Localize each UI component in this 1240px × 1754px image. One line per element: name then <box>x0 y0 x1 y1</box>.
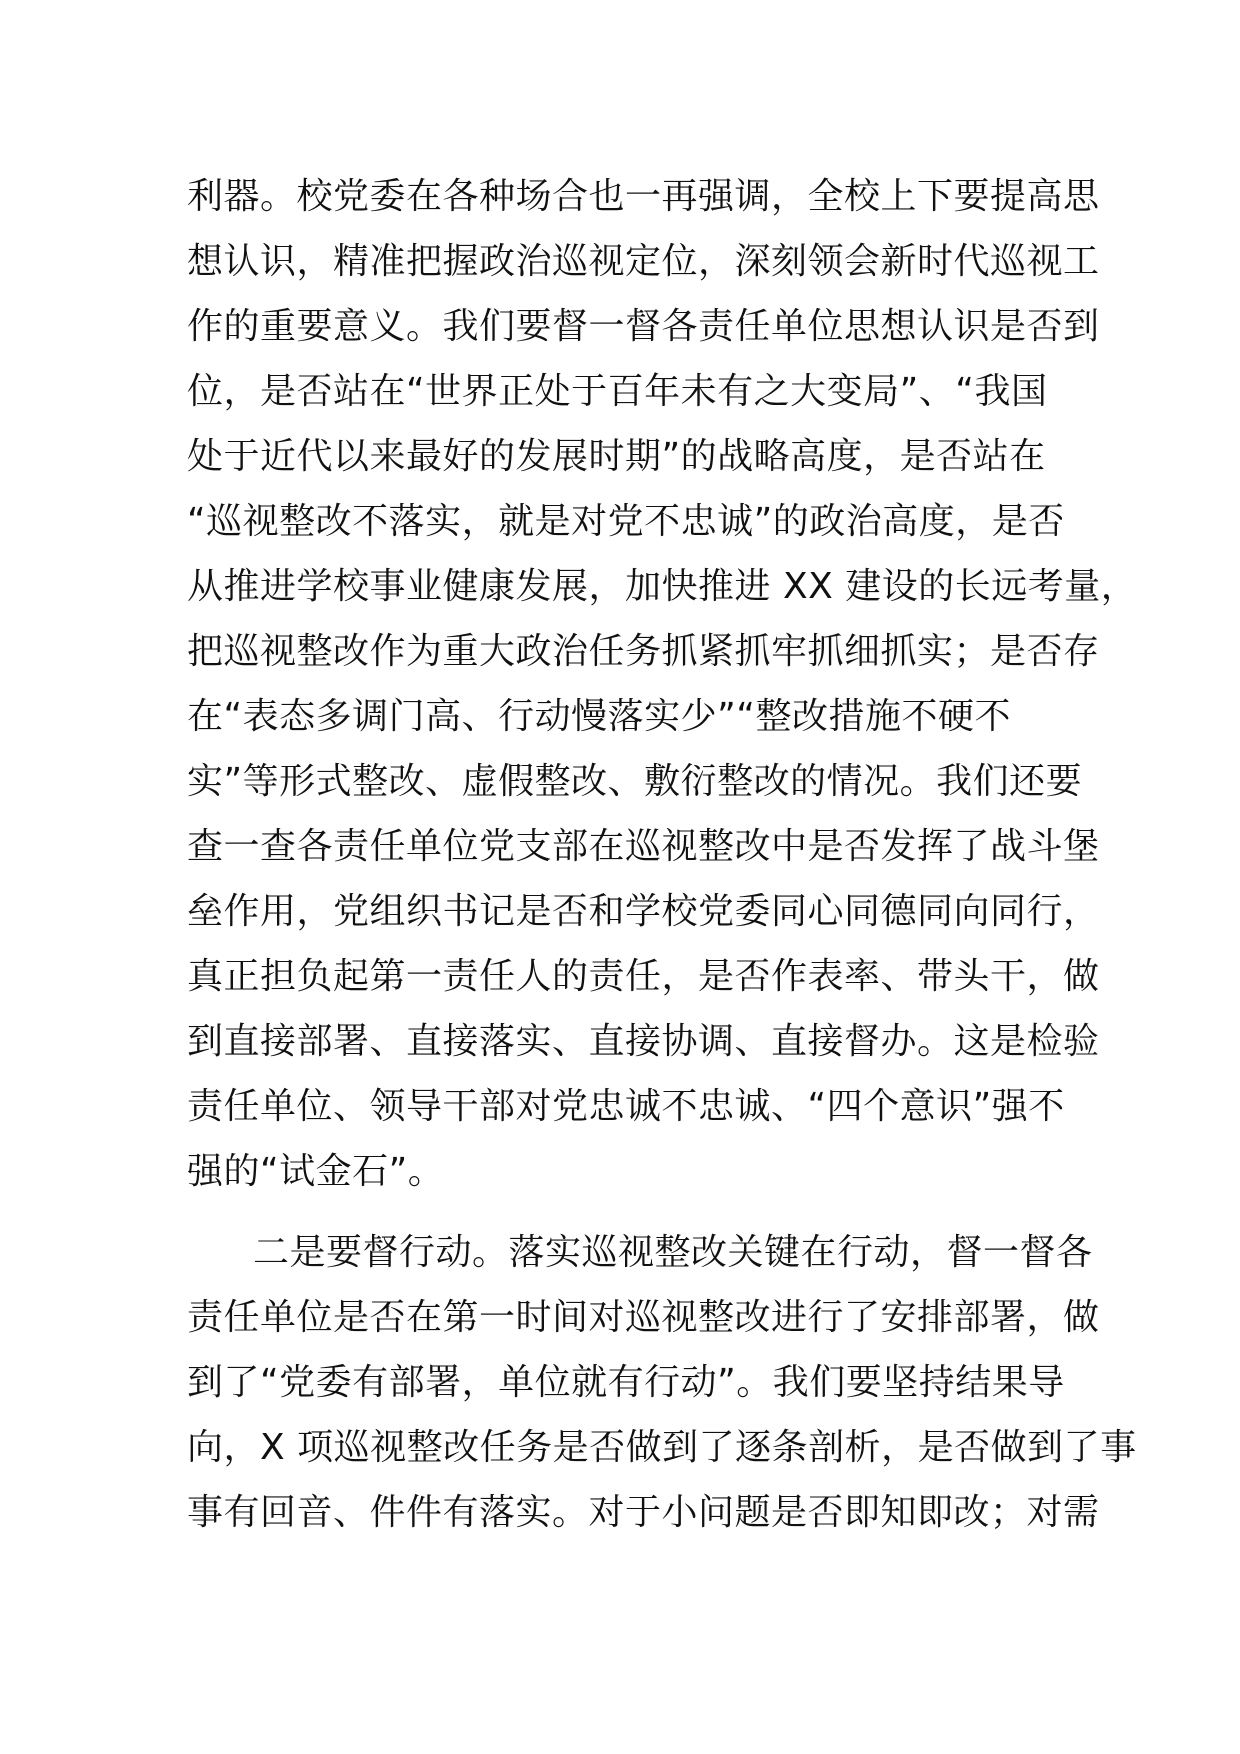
text-line: 二是要督行动。落实巡视整改关键在行动，督一督各 <box>253 1232 1093 1273</box>
text-line: “巡视整改不落实，就是对党不忠诚”的政治高度，是否 <box>187 501 1065 542</box>
text-line: 利器。校党委在各种场合也一再强调，全校上下要提高思 <box>187 176 1100 217</box>
text-line: 责任单位是否在第一时间对巡视整改进行了安排部署，做 <box>187 1297 1100 1338</box>
text-line: 到了“党委有部署，单位就有行动”。我们要坚持结果导 <box>187 1362 1065 1403</box>
text-line: 实”等形式整改、虚假整改、敷衍整改的情况。我们还要 <box>187 761 1083 802</box>
text-line: 在“表态多调门高、行动慢落实少”“整改措施不硬不 <box>187 696 1011 737</box>
text-line: 垒作用，党组织书记是否和学校党委同心同德同向同行， <box>187 891 1100 932</box>
text-line: 强的“试金石”。 <box>187 1151 445 1192</box>
paragraph-2 <box>187 1220 1137 1545</box>
text-line: 真正担负起第一责任人的责任，是否作表率、带头干，做 <box>187 956 1100 997</box>
text-line: 责任单位、领导干部对党忠诚不忠诚、“四个意识”强不 <box>187 1086 1065 1127</box>
text-line: 作的重要意义。我们要督一督各责任单位思想认识是否到 <box>187 306 1100 347</box>
text-line: 把巡视整改作为重大政治任务抓紧抓牢抓细抓实；是否存 <box>187 631 1100 672</box>
text-line: 位，是否站在“世界正处于百年未有之大变局”、“我国 <box>187 371 1048 412</box>
text-line: 到直接部署、直接落实、直接协调、直接督办。这是检验 <box>187 1021 1100 1062</box>
text-line: 处于近代以来最好的发展时期”的战略高度，是否站在 <box>187 436 1046 477</box>
text-line: 事有回音、件件有落实。对于小问题是否即知即改；对需 <box>187 1492 1100 1533</box>
text-line: 想认识，精准把握政治巡视定位，深刻领会新时代巡视工 <box>187 241 1100 282</box>
paragraph-1 <box>187 164 1138 1204</box>
text-line: 向，X 项巡视整改任务是否做到了逐条剖析，是否做到了事 <box>187 1427 1137 1468</box>
text-line: 从推进学校事业健康发展，加快推进 XX 建设的长远考量， <box>187 566 1138 607</box>
text-line: 查一查各责任单位党支部在巡视整改中是否发挥了战斗堡 <box>187 826 1100 867</box>
